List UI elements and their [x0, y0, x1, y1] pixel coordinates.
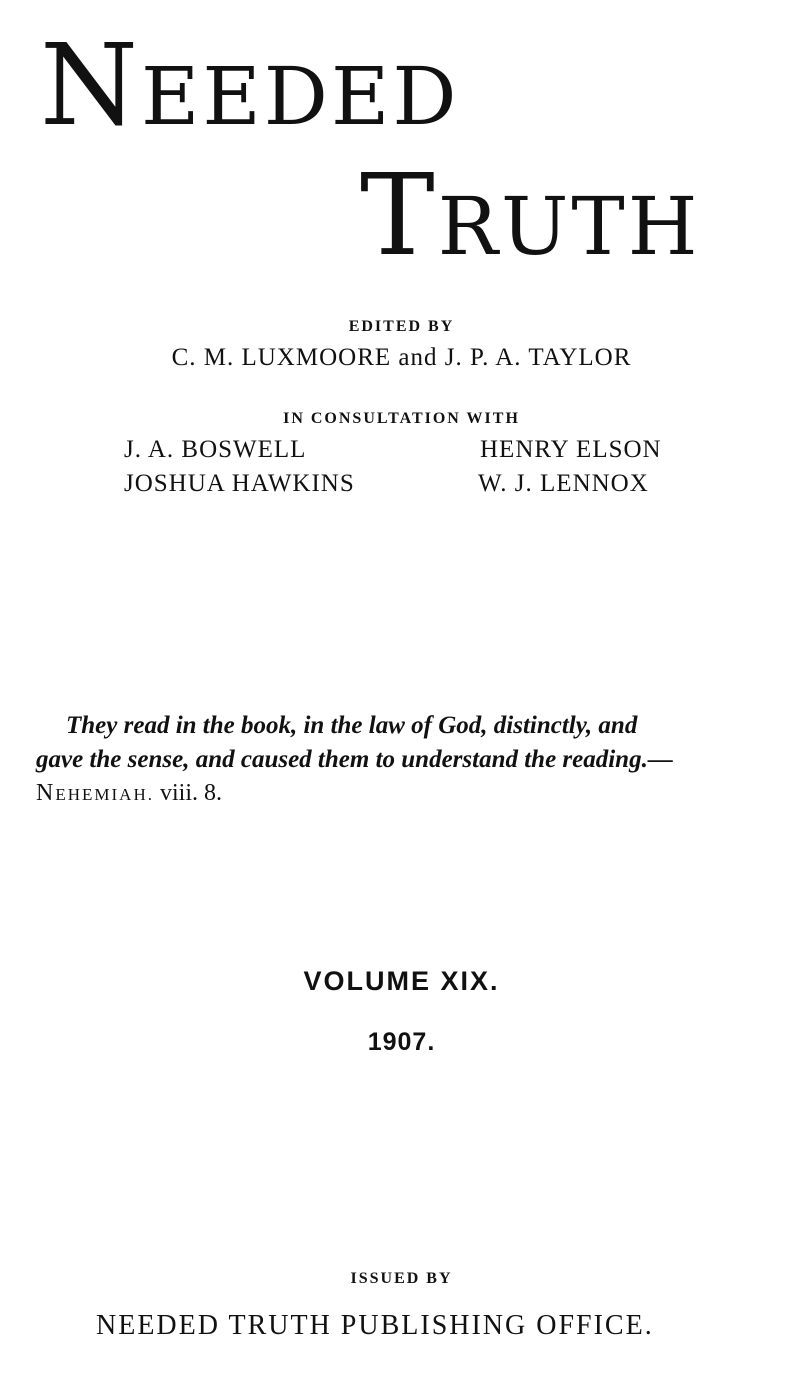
- epigraph-line-2: gave the sense, and caused them to understand the reading.—: [36, 746, 673, 773]
- consultant-name: W. J. LENNOX: [478, 470, 649, 497]
- epigraph-book: [36, 780, 154, 806]
- publisher-name: NEEDED TRUTH PUBLISHING OFFICE.: [96, 1310, 654, 1341]
- epigraph-book-initial: N: [36, 780, 56, 806]
- epigraph-book-rest: EHEMIAH.: [55, 785, 154, 804]
- editors-names: C. M. LUXMOORE and J. P. A. TAYLOR: [171, 344, 632, 371]
- title-needed-initial: N: [40, 21, 141, 151]
- title-needed: [40, 21, 460, 151]
- issued-by-label: ISSUED BY: [350, 1270, 453, 1287]
- consultation-label: IN CONSULTATION WITH: [283, 410, 520, 427]
- volume-year: 1907.: [367, 1028, 436, 1056]
- consultant-name: HENRY ELSON: [480, 436, 662, 463]
- consultant-name: JOSHUA HAWKINS: [124, 470, 355, 497]
- epigraph-line-1: They read in the book, in the law of God, distinctly, and: [66, 712, 638, 739]
- volume-label: VOLUME XIX.: [303, 966, 500, 996]
- epigraph-reference: [36, 780, 222, 807]
- title-truth-rest: RUTH: [437, 180, 701, 273]
- title-needed-rest: EEDED: [141, 50, 460, 143]
- title-truth-initial: T: [360, 151, 438, 281]
- consultant-name: J. A. BOSWELL: [124, 436, 307, 463]
- edited-by-label: EDITED BY: [348, 318, 455, 335]
- title-truth: [360, 151, 701, 281]
- epigraph-verse: viii. 8.: [159, 780, 222, 806]
